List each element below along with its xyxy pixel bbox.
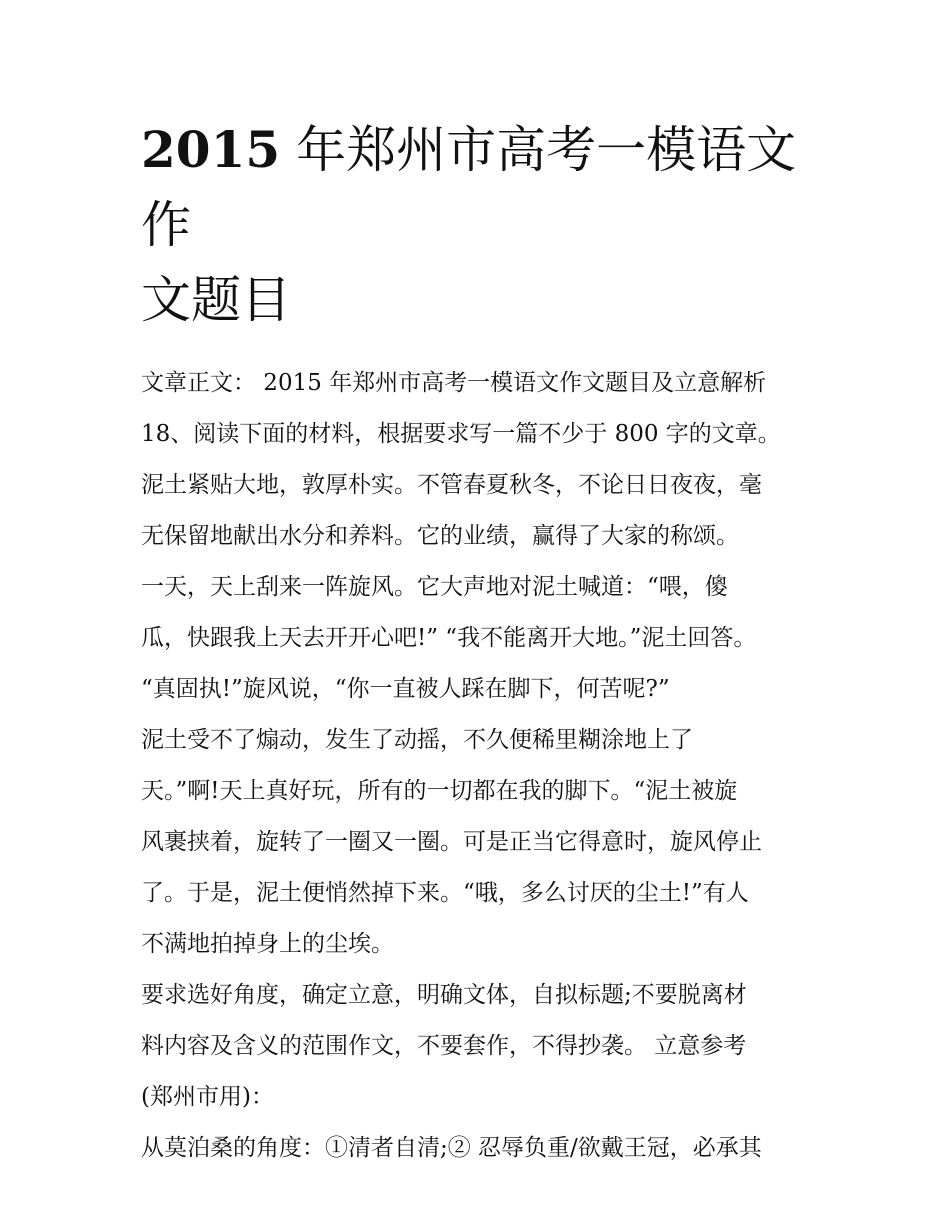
- body-line: 风裹挟着，旋转了一圈又一圈。可是正当它得意时，旋风停止: [141, 829, 762, 855]
- title-text: 年郑州市高考一模语文作: [141, 121, 797, 254]
- body-line: 一天，天上刮来一阵旋风。它大声地对泥土喊道：“喂，傻: [141, 574, 728, 600]
- document-page: [141, 112, 821, 1174]
- body-line: 从莫泊桑的角度：①清者自清;② 忍辱负重/欲戴王冠，必承其: [141, 1135, 762, 1161]
- title-year: 2015: [141, 120, 281, 179]
- body-line: 天。”啊!天上真好玩，所有的一切都在我的脚下。“泥土被旋: [141, 778, 738, 804]
- body-line: 泥土受不了煽动，发生了动摇，不久便稀里糊涂地上了: [141, 727, 693, 753]
- title-line-1: [141, 112, 821, 263]
- document-title: [141, 112, 821, 338]
- body-line: 了。于是，泥土便悄然掉下来。“哦，多么讨厌的尘土!”有人: [141, 880, 749, 906]
- body-line: 18、阅读下面的材料，根据要求写一篇不少于 800 字的文章。: [141, 421, 781, 447]
- body-line: 不满地拍掉身上的尘埃。: [141, 931, 394, 957]
- body-line: 泥土紧贴大地，敦厚朴实。不管春夏秋冬，不论日日夜夜，毫: [141, 472, 762, 498]
- body-line: 文章正文： 2015 年郑州市高考一模语文作文题目及立意解析: [141, 370, 767, 396]
- body-line: “真固执!”旋风说，“你一直被人踩在脚下，何苦呢?”: [141, 676, 670, 702]
- body-line: 要求选好角度，确定立意，明确文体，自拟标题;不要脱离材: [141, 982, 747, 1008]
- document-body: [141, 358, 821, 1174]
- body-line: 料内容及含义的范围作文，不要套作，不得抄袭。 立意参考: [141, 1033, 747, 1059]
- body-line: 无保留地献出水分和养料。它的业绩，赢得了大家的称颂。: [141, 523, 739, 549]
- body-line: (郑州市用)：: [141, 1084, 274, 1110]
- title-line-2: 文题目: [141, 271, 291, 329]
- body-line: 瓜，快跟我上天去开开心吧!” “我不能离开大地。”泥土回答。: [141, 625, 757, 651]
